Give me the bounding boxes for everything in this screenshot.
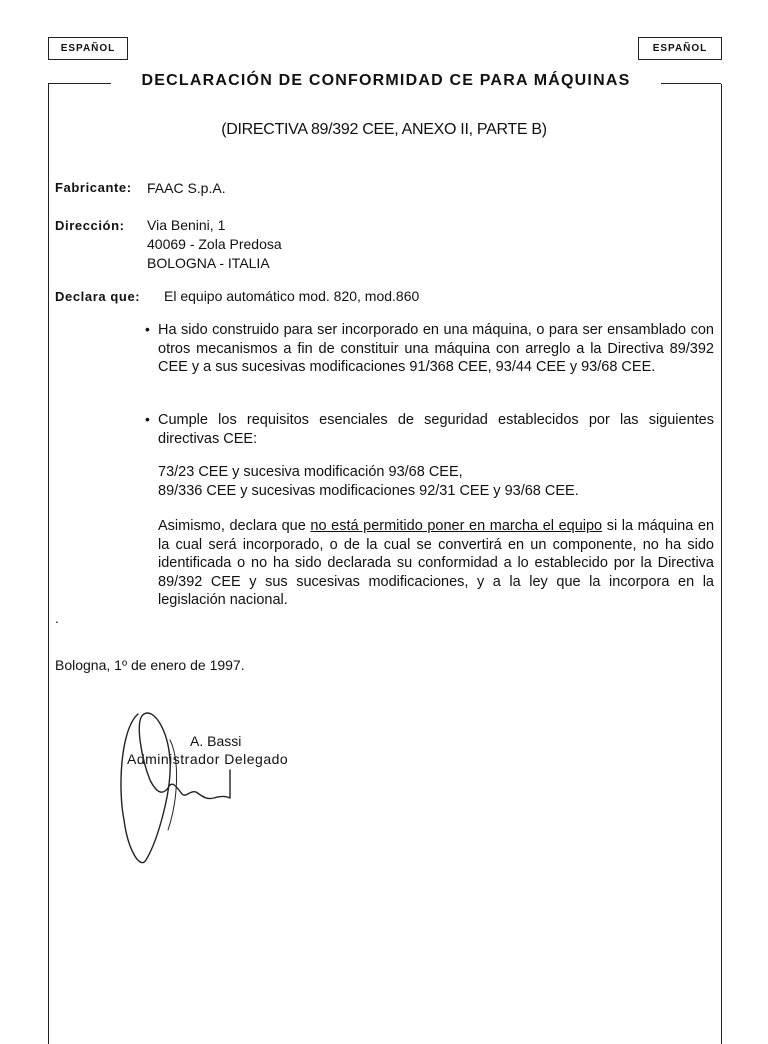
- declaration-value: El equipo automático mod. 820, mod.860: [164, 288, 420, 304]
- document-subtitle: (DIRECTIVA 89/392 CEE, ANEXO II, PARTE B): [221, 121, 547, 138]
- bullet-item-1: Ha sido construido para ser incorporado en una máquina, o para ser ensamblado con otros mecanismos a fin de constituir una máquina con arreglo a la Directiva 89/392 CEE y a sus sucesivas modificaciones 91/368 CEE, 93/44 CEE y 93/68 CEE.: [158, 322, 714, 375]
- declaration-label: Declara que:: [55, 289, 141, 304]
- address-line-1: Via Benini, 1: [147, 217, 226, 233]
- directive-line-1: 73/23 CEE y sucesiva modificación 93/68 CEE,: [158, 464, 463, 480]
- directive-line-2: 89/336 CEE y sucesivas modificaciones 92/31 CEE y 93/68 CEE.: [158, 483, 579, 499]
- handwritten-signature: [110, 700, 250, 870]
- bullet-marker-2: •: [145, 411, 150, 427]
- closing-text-underlined: no está permitido poner en marcha el equipo: [310, 518, 603, 534]
- document-title: DECLARACIÓN DE CONFORMIDAD CE PARA MÁQUINAS: [141, 72, 631, 89]
- address-line-2: 40069 - Zola Predosa: [147, 236, 282, 252]
- language-tag-right: ESPAÑOL: [638, 37, 722, 60]
- bullet-marker-1: •: [145, 321, 150, 337]
- stray-dot: .: [55, 610, 59, 626]
- closing-text-start: Asimismo, declara que: [158, 518, 311, 534]
- language-tag-left: ESPAÑOL: [48, 37, 128, 60]
- address-line-3: BOLOGNA - ITALIA: [147, 255, 270, 271]
- bullet-item-2: Cumple los requisitos esenciales de seguridad establecidos por las siguientes directivas CEE:: [158, 412, 714, 447]
- signatory-role: Administrador Delegado: [127, 751, 289, 767]
- manufacturer-value: FAAC S.p.A.: [147, 180, 226, 196]
- signatory-name: A. Bassi: [190, 733, 242, 749]
- closing-text-end: si la máquina en la cual será incorporado, o de la cual se convertirá en un componente, no ha sido identificada o no ha sido declarada su conformidad a lo establecido por la Directiva 89/392 CEE y sus sucesivas modificaciones, y a la ley que la incorpora en la legislación nacional.: [158, 518, 715, 608]
- manufacturer-label: Fabricante:: [55, 180, 132, 195]
- frame-top-rule-left: [48, 83, 111, 84]
- date-line: Bologna, 1º de enero de 1997.: [55, 657, 245, 673]
- frame-top-rule-right: [661, 83, 721, 84]
- closing-paragraph: [158, 517, 714, 610]
- address-label: Dirección:: [55, 218, 125, 233]
